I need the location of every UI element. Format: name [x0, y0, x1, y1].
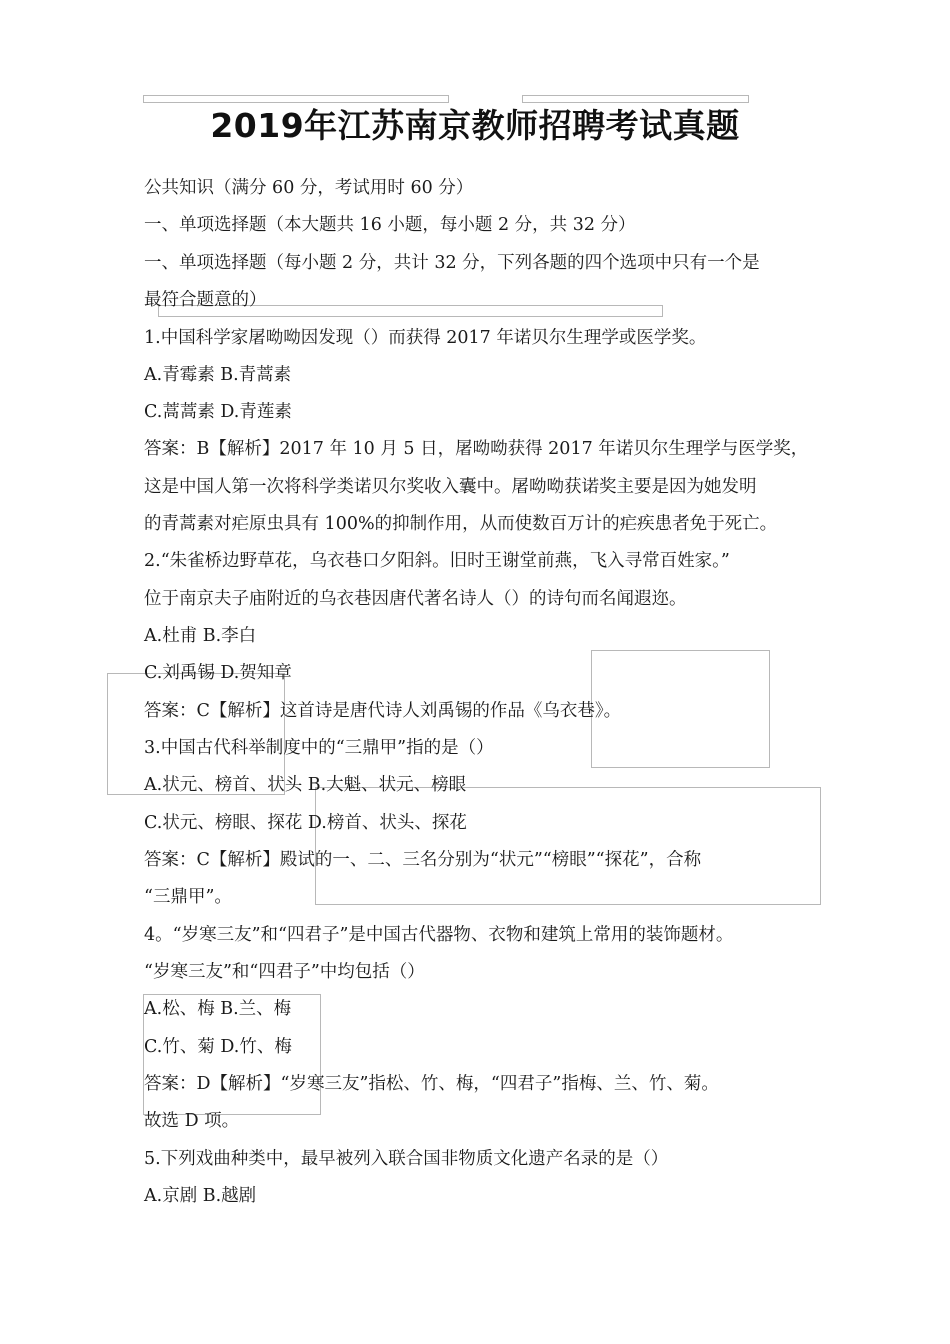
text-line: C.刘禹锡 D.贺知章 [144, 663, 292, 683]
text-line: C.竹、菊 D.竹、梅 [144, 1037, 292, 1057]
text-line: “岁寒三友”和“四君子”中均包括（） [144, 962, 425, 982]
text-line: 答案：C【解析】这首诗是唐代诗人刘禹锡的作品《乌衣巷》。 [144, 701, 622, 721]
text-line: 答案：C【解析】殿试的一、二、三名分别为“状元”“榜眼”“探花”，合称 [144, 850, 702, 870]
text-line: 1.中国科学家屠呦呦因发现（）而获得 2017 年诺贝尔生理学或医学奖。 [144, 328, 707, 348]
text-line: A.杜甫 B.李白 [144, 626, 257, 646]
text-line: 4。“岁寒三友”和“四君子”是中国古代器物、衣物和建筑上常用的装饰题材。 [144, 925, 734, 945]
text-line: 这是中国人第一次将科学类诺贝尔奖收入囊中。屠呦呦获诺奖主要是因为她发明 [144, 477, 757, 497]
text-line: 2.“朱雀桥边野草花，乌衣巷口夕阳斜。旧时王谢堂前燕，飞入寻常百姓家。” [144, 551, 730, 571]
text-line: 一、单项选择题（每小题 2 分，共计 32 分，下列各题的四个选项中只有一个是 [144, 253, 760, 273]
text-line: C.状元、榜眼、探花 D.榜首、状头、探花 [144, 813, 467, 833]
text-line: 位于南京夫子庙附近的乌衣巷因唐代著名诗人（）的诗句而名闻遐迩。 [144, 589, 687, 609]
text-line: A.松、梅 B.兰、梅 [144, 999, 292, 1019]
text-line: 答案：B【解析】2017 年 10 月 5 日，屠呦呦获得 2017 年诺贝尔生理学与医学奖， [144, 439, 809, 459]
text-line: A.状元、榜首、状头 B.大魁、状元、榜眼 [144, 775, 467, 795]
text-line: 公共知识（满分 60 分，考试用时 60 分） [144, 178, 474, 198]
text-line: 5.下列戏曲种类中，最早被列入联合国非物质文化遗产名录的是（） [144, 1149, 669, 1169]
top-frame-rule [143, 95, 449, 103]
text-line: C.蒿蒿素 D.青莲素 [144, 402, 292, 422]
text-line: 3.中国古代科举制度中的“三鼎甲”指的是（） [144, 738, 494, 758]
text-line: 的青蒿素对疟原虫具有 100%的抑制作用，从而使数百万计的疟疾患者免于死亡。 [144, 514, 778, 534]
text-line: 最符合题意的） [144, 290, 267, 310]
text-line: A.京剧 B.越剧 [144, 1186, 257, 1206]
frame-box-4 [315, 787, 821, 905]
document-title: 2019年江苏南京教师招聘考试真题 [210, 106, 740, 145]
text-line: “三鼎甲”。 [144, 887, 232, 907]
text-line: A.青霉素 B.青蒿素 [144, 365, 292, 385]
top-frame-rule-right [522, 95, 749, 103]
text-line: 答案：D【解析】“岁寒三友”指松、竹、梅，“四君子”指梅、兰、竹、菊。 [144, 1074, 719, 1094]
text-line: 一、单项选择题（本大题共 16 小题，每小题 2 分，共 32 分） [144, 215, 636, 235]
text-line: 故选 D 项。 [144, 1111, 240, 1131]
